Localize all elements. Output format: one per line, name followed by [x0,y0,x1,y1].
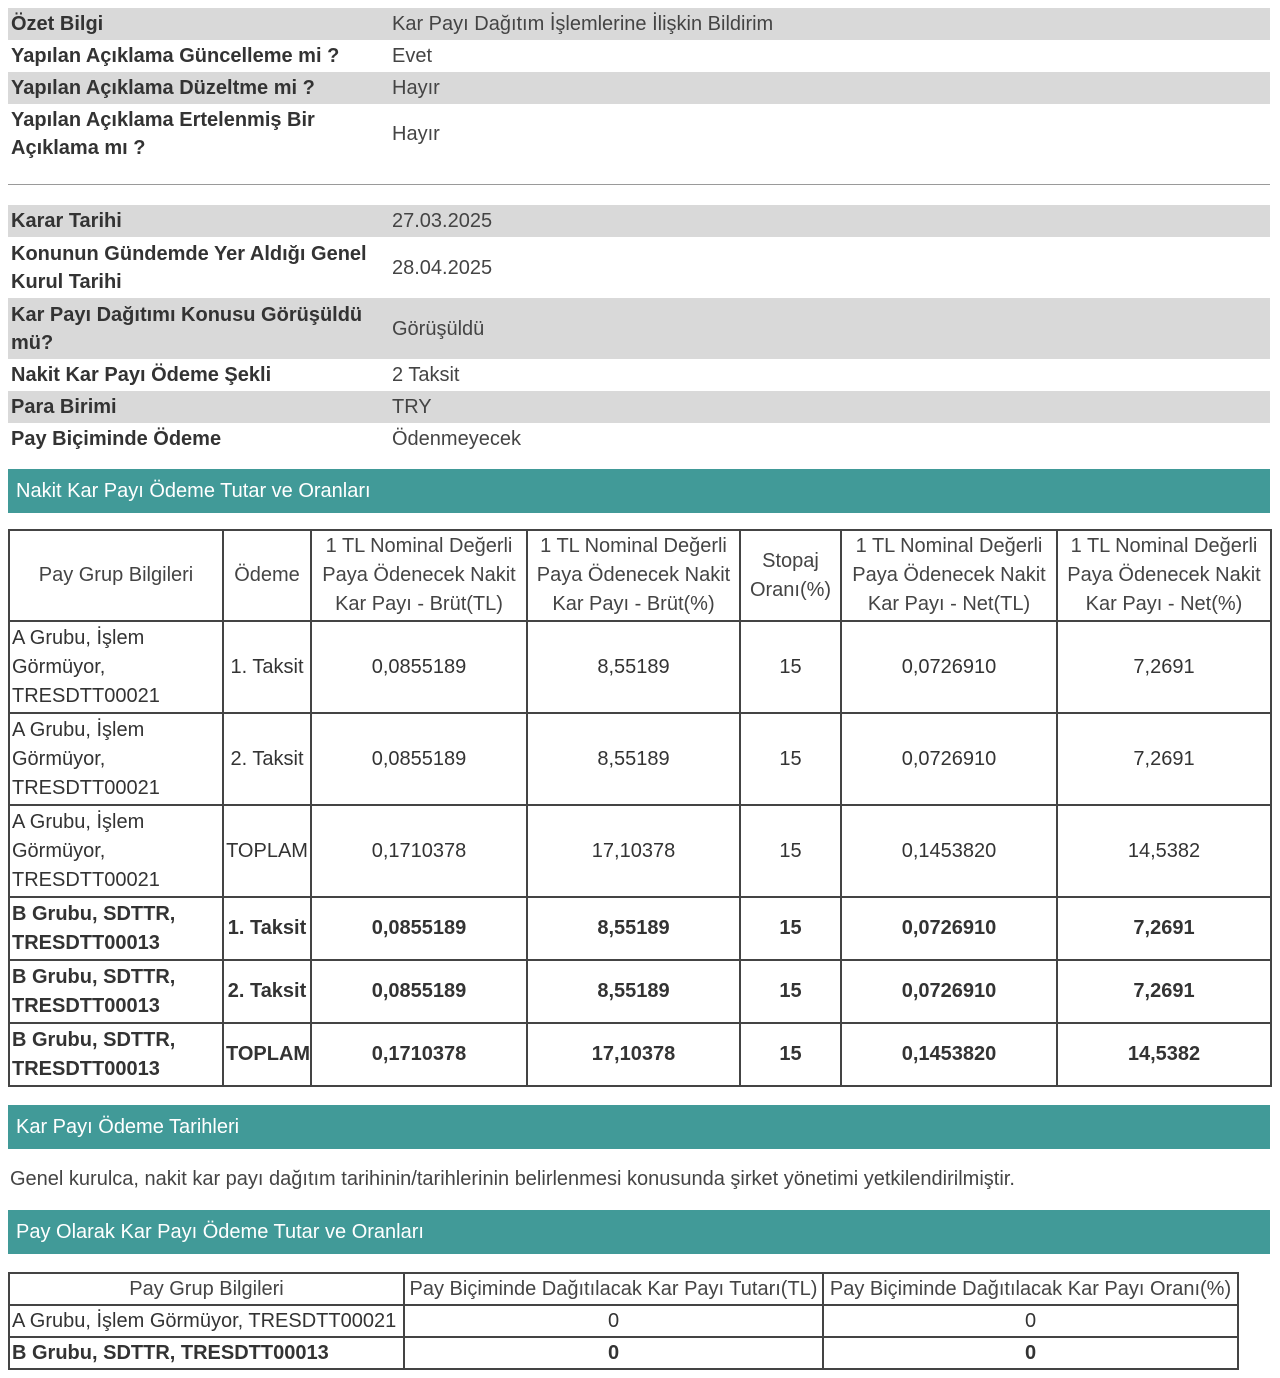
details-row [8,423,1270,455]
cell-payment: TOPLAM [223,805,311,897]
details-row [8,298,1270,359]
cell-withholding: 15 [740,960,841,1023]
header-group: Pay Grup Bilgileri [9,1273,404,1305]
table-row [9,960,1271,1023]
cell-gross-pct: 8,55189 [527,960,740,1023]
dates-section-title: Kar Payı Ödeme Tarihleri [8,1105,1270,1149]
details-label: Pay Biçiminde Ödeme [11,428,222,450]
cell-net-tl: 0,0726910 [841,713,1057,805]
cell-gross-pct: 8,55189 [527,897,740,960]
cell-net-tl: 0,1453820 [841,805,1057,897]
details-row [8,205,1270,237]
cell-net-pct: 7,2691 [1057,713,1271,805]
table-row [9,713,1271,805]
cell-group: A Grubu, İşlem Görmüyor, TRESDTT00021 [9,805,223,897]
cell-gross-tl: 0,0855189 [311,897,527,960]
cell-gross-tl: 0,1710378 [311,1023,527,1086]
details-label: Para Birimi [8,391,386,423]
details-value: TRY [386,391,1270,423]
summary-row [8,72,1270,104]
summary-value: Kar Payı Dağıtım İşlemlerine İlişkin Bildirim [386,8,1270,40]
cell-withholding: 15 [740,1023,841,1086]
cell-group: A Grubu, İşlem Görmüyor, TRESDTT00021 [9,1305,404,1337]
cell-gross-pct: 8,55189 [527,621,740,713]
cell-gross-tl: 0,1710378 [311,805,527,897]
summary-value: Hayır [386,72,1270,104]
cell-net-tl: 0,0726910 [841,960,1057,1023]
cell-net-tl: 0,0726910 [841,897,1057,960]
header-share-ratio: Pay Biçiminde Dağıtılacak Kar Payı Oranı(%) [823,1273,1238,1305]
cell-payment: TOPLAM [223,1023,311,1086]
cell-group: A Grubu, İşlem Görmüyor, TRESDTT00021 [9,713,223,805]
cell-payment: 2. Taksit [223,713,311,805]
cell-payment: 1. Taksit [223,621,311,713]
cell-gross-pct: 17,10378 [527,805,740,897]
summary-label: Yapılan Açıklama Düzeltme mi ? [8,72,386,104]
details-label: Konunun Gündemde Yer Aldığı Genel Kurul Tarihi [11,242,367,293]
details-value: Görüşüldü [386,298,1270,359]
details-label: Nakit Kar Payı Ödeme Şekli [11,364,272,386]
header-share-amount: Pay Biçiminde Dağıtılacak Kar Payı Tutarı(TL) [404,1273,823,1305]
share-dividend-table [8,1272,1239,1370]
cell-gross-pct: 8,55189 [527,713,740,805]
cell-group: B Grubu, SDTTR, TRESDTT00013 [9,897,223,960]
summary-label: Yapılan Açıklama Güncelleme mi ? [11,45,340,67]
header-net-pct: 1 TL Nominal Değerli Paya Ödenecek Nakit Kar Payı - Net(%) [1057,530,1271,621]
table-row [9,1337,1238,1369]
cell-net-pct: 7,2691 [1057,897,1271,960]
cell-net-pct: 14,5382 [1057,805,1271,897]
details-row [8,359,1270,391]
details-value: 27.03.2025 [386,205,1270,237]
cell-withholding: 15 [740,897,841,960]
details-row [8,391,1270,423]
cash-section-title: Nakit Kar Payı Ödeme Tutar ve Oranları [8,469,1270,513]
header-withholding: Stopaj Oranı(%) [740,530,841,621]
details-table [8,205,1270,455]
table-row [9,897,1271,960]
details-row [8,237,1270,298]
summary-row [8,8,1270,40]
details-value: 28.04.2025 [392,256,493,279]
cell-gross-tl: 0,0855189 [311,713,527,805]
summary-row [8,40,1270,72]
cell-gross-pct: 17,10378 [527,1023,740,1086]
cell-net-pct: 7,2691 [1057,960,1271,1023]
cell-net-tl: 0,0726910 [841,621,1057,713]
table-header-row [9,530,1271,621]
cell-share-ratio: 0 [823,1337,1238,1369]
cell-share-amount: 0 [404,1305,823,1337]
details-label: Kar Payı Dağıtımı Konusu Görüşüldü mü? [8,298,386,359]
share-section-title: Pay Olarak Kar Payı Ödeme Tutar ve Oranları [8,1210,1270,1254]
cell-net-pct: 14,5382 [1057,1023,1271,1086]
summary-value: Evet [392,45,433,67]
cell-group: B Grubu, SDTTR, TRESDTT00013 [9,1337,404,1369]
summary-table [8,8,1270,164]
summary-value: Hayır [392,123,440,145]
cell-share-amount: 0 [404,1337,823,1369]
cell-net-tl: 0,1453820 [841,1023,1057,1086]
cell-group: B Grubu, SDTTR, TRESDTT00013 [9,960,223,1023]
cell-payment: 2. Taksit [223,960,311,1023]
disclosure-page [8,8,1270,1370]
dates-note: Genel kurulca, nakit kar payı dağıtım tarihinin/tarihlerinin belirlenmesi konusunda şirket yönetimi yetkilendirilmiştir. [10,1168,1015,1190]
cell-gross-tl: 0,0855189 [311,621,527,713]
details-label: Karar Tarihi [8,205,386,237]
cell-withholding: 15 [740,713,841,805]
header-gross-tl: 1 TL Nominal Değerli Paya Ödenecek Nakit Kar Payı - Brüt(TL) [311,530,527,621]
cell-withholding: 15 [740,621,841,713]
cell-group: B Grubu, SDTTR, TRESDTT00013 [9,1023,223,1086]
header-net-tl: 1 TL Nominal Değerli Paya Ödenecek Nakit Kar Payı - Net(TL) [841,530,1057,621]
cell-payment: 1. Taksit [223,897,311,960]
header-payment: Ödeme [223,530,311,621]
cell-withholding: 15 [740,805,841,897]
cell-gross-tl: 0,0855189 [311,960,527,1023]
table-header-row [9,1273,1238,1305]
cell-share-ratio: 0 [823,1305,1238,1337]
summary-label: Özet Bilgi [8,8,386,40]
header-group: Pay Grup Bilgileri [9,530,223,621]
table-row [9,621,1271,713]
cash-dividend-table [8,529,1272,1087]
cell-group: A Grubu, İşlem Görmüyor, TRESDTT00021 [9,621,223,713]
summary-row [8,104,1270,164]
header-gross-pct: 1 TL Nominal Değerli Paya Ödenecek Nakit Kar Payı - Brüt(%) [527,530,740,621]
details-value: Ödenmeyecek [392,428,521,450]
table-row [9,1023,1271,1086]
summary-label: Yapılan Açıklama Ertelenmiş Bir Açıklama mı ? [11,109,315,159]
cell-net-pct: 7,2691 [1057,621,1271,713]
table-row [9,805,1271,897]
details-value: 2 Taksit [392,364,460,386]
table-row [9,1305,1238,1337]
